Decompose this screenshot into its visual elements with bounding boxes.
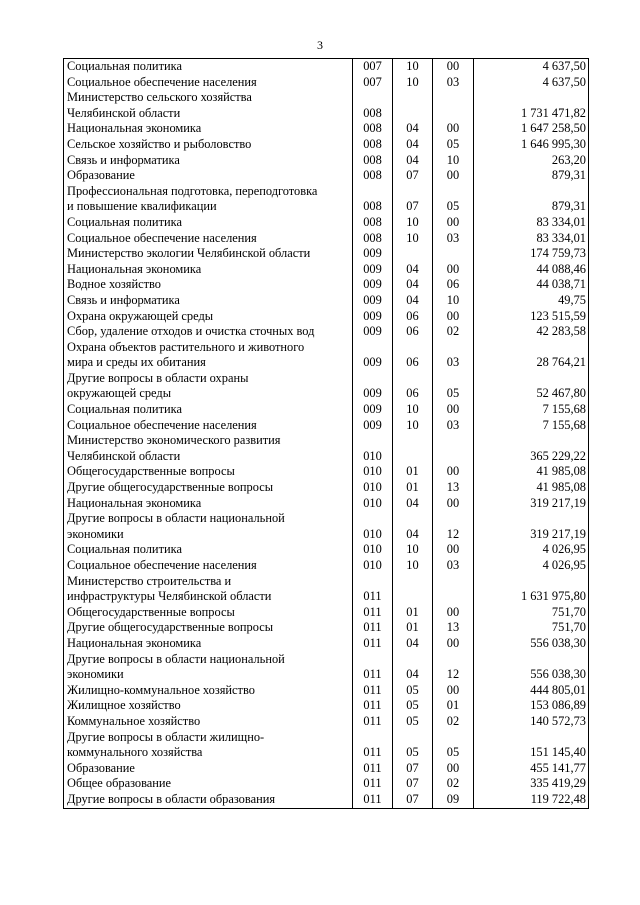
item-name-line: Другие вопросы в области национальной	[67, 651, 285, 666]
item-name-cell	[64, 683, 353, 699]
item-name-line: Образование	[67, 760, 135, 775]
ministry-code-cell: 011	[353, 636, 393, 652]
item-name-cell	[64, 168, 353, 184]
table-row	[64, 59, 589, 75]
amount-cell: 455 141,77	[474, 761, 589, 777]
section-code-cell: 06	[393, 340, 433, 371]
subsection-code-cell: 10	[433, 153, 474, 169]
section-code-cell: 10	[393, 59, 433, 75]
table-body	[64, 59, 589, 809]
subsection-code-cell: 02	[433, 714, 474, 730]
item-name-line: Жилищно-коммунальное хозяйство	[67, 682, 255, 697]
table-row	[64, 75, 589, 91]
ministry-code-cell: 011	[353, 605, 393, 621]
amount-cell: 28 764,21	[474, 340, 589, 371]
subsection-code-cell: 13	[433, 480, 474, 496]
ministry-code-cell: 010	[353, 433, 393, 464]
item-name-line: Министерство сельского хозяйства	[67, 90, 252, 105]
amount-cell: 556 038,30	[474, 636, 589, 652]
ministry-code-cell: 011	[353, 574, 393, 605]
item-name-line: Челябинской области	[67, 105, 181, 120]
section-code-cell: 04	[393, 137, 433, 153]
subsection-code-cell	[433, 433, 474, 464]
section-code-cell: 05	[393, 683, 433, 699]
section-code-cell: 05	[393, 714, 433, 730]
item-name-cell	[64, 262, 353, 278]
table-row	[64, 121, 589, 137]
item-name-cell	[64, 277, 353, 293]
ministry-code-cell: 011	[353, 652, 393, 683]
amount-cell: 1 631 975,80	[474, 574, 589, 605]
item-name-line: Социальное обеспечение населения	[67, 74, 257, 89]
ministry-code-cell: 009	[353, 324, 393, 340]
section-code-cell	[393, 246, 433, 262]
table-row	[64, 511, 589, 542]
table-row	[64, 371, 589, 402]
table-row	[64, 714, 589, 730]
ministry-code-cell: 009	[353, 418, 393, 434]
table-row	[64, 652, 589, 683]
subsection-code-cell: 12	[433, 511, 474, 542]
amount-cell: 123 515,59	[474, 309, 589, 325]
table-row	[64, 683, 589, 699]
section-code-cell: 04	[393, 277, 433, 293]
section-code-cell: 06	[393, 309, 433, 325]
amount-cell: 444 805,01	[474, 683, 589, 699]
ministry-code-cell: 007	[353, 59, 393, 75]
amount-cell: 879,31	[474, 168, 589, 184]
table-row	[64, 620, 589, 636]
subsection-code-cell: 03	[433, 340, 474, 371]
ministry-code-cell: 011	[353, 776, 393, 792]
table-row	[64, 792, 589, 808]
item-name-line: Сбор, удаление отходов и очистка сточных вод	[67, 324, 315, 339]
item-name-line: Социальное обеспечение населения	[67, 230, 257, 245]
item-name-line: Общее образование	[67, 776, 172, 791]
subsection-code-cell: 00	[433, 309, 474, 325]
subsection-code-cell: 05	[433, 371, 474, 402]
budget-table	[63, 58, 589, 809]
amount-cell: 42 283,58	[474, 324, 589, 340]
item-name-line: Другие общегосударственные вопросы	[67, 480, 274, 495]
item-name-line: Социальная политика	[67, 59, 182, 73]
table-row	[64, 636, 589, 652]
ministry-code-cell: 010	[353, 558, 393, 574]
item-name-line: Профессиональная подготовка, переподготовка	[67, 183, 318, 198]
subsection-code-cell: 00	[433, 542, 474, 558]
ministry-code-cell: 010	[353, 464, 393, 480]
subsection-code-cell: 03	[433, 231, 474, 247]
subsection-code-cell: 05	[433, 184, 474, 215]
table-row	[64, 433, 589, 464]
table-row	[64, 730, 589, 761]
item-name-line: Национальная экономика	[67, 261, 202, 276]
item-name-cell	[64, 75, 353, 91]
table-row	[64, 776, 589, 792]
section-code-cell: 04	[393, 121, 433, 137]
item-name-line: Связь и информатика	[67, 152, 180, 167]
section-code-cell: 07	[393, 168, 433, 184]
table-row	[64, 698, 589, 714]
section-code-cell	[393, 574, 433, 605]
item-name-cell	[64, 511, 353, 542]
item-name-cell	[64, 340, 353, 371]
subsection-code-cell: 00	[433, 168, 474, 184]
subsection-code-cell: 03	[433, 75, 474, 91]
item-name-cell	[64, 605, 353, 621]
table-row	[64, 480, 589, 496]
item-name-line: Общегосударственные вопросы	[67, 604, 235, 619]
ministry-code-cell: 008	[353, 90, 393, 121]
ministry-code-cell: 011	[353, 683, 393, 699]
ministry-code-cell: 009	[353, 293, 393, 309]
item-name-cell	[64, 231, 353, 247]
item-name-cell	[64, 402, 353, 418]
item-name-line: экономики	[67, 667, 124, 682]
amount-cell: 44 038,71	[474, 277, 589, 293]
subsection-code-cell: 02	[433, 324, 474, 340]
amount-cell: 335 419,29	[474, 776, 589, 792]
item-name-line: Образование	[67, 168, 135, 183]
amount-cell: 151 145,40	[474, 730, 589, 761]
section-code-cell: 01	[393, 464, 433, 480]
subsection-code-cell: 10	[433, 293, 474, 309]
section-code-cell: 10	[393, 402, 433, 418]
item-name-line: Другие вопросы в области национальной	[67, 511, 285, 526]
item-name-line: Охрана объектов растительного и животного	[67, 339, 305, 354]
table-row	[64, 215, 589, 231]
item-name-line: Связь и информатика	[67, 292, 180, 307]
subsection-code-cell: 09	[433, 792, 474, 808]
item-name-line: Социальная политика	[67, 214, 182, 229]
amount-cell: 174 759,73	[474, 246, 589, 262]
section-code-cell	[393, 90, 433, 121]
amount-cell: 319 217,19	[474, 496, 589, 512]
amount-cell: 365 229,22	[474, 433, 589, 464]
section-code-cell: 10	[393, 231, 433, 247]
section-code-cell: 10	[393, 418, 433, 434]
section-code-cell: 04	[393, 636, 433, 652]
subsection-code-cell: 02	[433, 776, 474, 792]
ministry-code-cell: 011	[353, 714, 393, 730]
table-row	[64, 309, 589, 325]
item-name-line: Сельское хозяйство и рыболовство	[67, 136, 252, 151]
item-name-cell	[64, 558, 353, 574]
ministry-code-cell: 009	[353, 402, 393, 418]
subsection-code-cell: 05	[433, 730, 474, 761]
amount-cell: 4 637,50	[474, 59, 589, 75]
item-name-line: Национальная экономика	[67, 635, 202, 650]
subsection-code-cell: 00	[433, 121, 474, 137]
subsection-code-cell: 13	[433, 620, 474, 636]
subsection-code-cell	[433, 90, 474, 121]
table-row	[64, 464, 589, 480]
subsection-code-cell: 00	[433, 262, 474, 278]
ministry-code-cell: 009	[353, 246, 393, 262]
section-code-cell: 10	[393, 75, 433, 91]
section-code-cell: 05	[393, 698, 433, 714]
table-row	[64, 231, 589, 247]
subsection-code-cell: 00	[433, 761, 474, 777]
item-name-cell	[64, 542, 353, 558]
section-code-cell: 07	[393, 776, 433, 792]
item-name-line: Охрана окружающей среды	[67, 308, 214, 323]
item-name-line: Министерство строительства и	[67, 573, 232, 588]
ministry-code-cell: 008	[353, 121, 393, 137]
ministry-code-cell: 008	[353, 215, 393, 231]
item-name-line: Общегосударственные вопросы	[67, 464, 235, 479]
subsection-code-cell: 00	[433, 464, 474, 480]
section-code-cell: 01	[393, 605, 433, 621]
item-name-line: Челябинской области	[67, 448, 181, 463]
subsection-code-cell	[433, 574, 474, 605]
section-code-cell: 01	[393, 480, 433, 496]
item-name-cell	[64, 620, 353, 636]
amount-cell: 153 086,89	[474, 698, 589, 714]
ministry-code-cell: 011	[353, 761, 393, 777]
section-code-cell: 04	[393, 293, 433, 309]
subsection-code-cell: 05	[433, 137, 474, 153]
amount-cell: 44 088,46	[474, 262, 589, 278]
subsection-code-cell: 03	[433, 558, 474, 574]
item-name-line: Национальная экономика	[67, 495, 202, 510]
ministry-code-cell: 011	[353, 730, 393, 761]
table-row	[64, 246, 589, 262]
item-name-cell	[64, 792, 353, 808]
page-number: 3	[317, 38, 323, 52]
subsection-code-cell: 00	[433, 215, 474, 231]
subsection-code-cell	[433, 246, 474, 262]
item-name-line: инфраструктуры Челябинской области	[67, 589, 272, 604]
amount-cell: 119 722,48	[474, 792, 589, 808]
ministry-code-cell: 009	[353, 309, 393, 325]
item-name-line: Жилищное хозяйство	[67, 698, 181, 713]
amount-cell: 49,75	[474, 293, 589, 309]
item-name-cell	[64, 293, 353, 309]
item-name-cell	[64, 90, 353, 121]
table-row	[64, 153, 589, 169]
item-name-cell	[64, 246, 353, 262]
item-name-line: Министерство экономического развития	[67, 433, 281, 448]
section-code-cell: 06	[393, 324, 433, 340]
item-name-line: Социальное обеспечение населения	[67, 417, 257, 432]
item-name-cell	[64, 698, 353, 714]
amount-cell: 1 731 471,82	[474, 90, 589, 121]
ministry-code-cell: 010	[353, 480, 393, 496]
subsection-code-cell: 00	[433, 683, 474, 699]
ministry-code-cell: 008	[353, 137, 393, 153]
table-row	[64, 402, 589, 418]
item-name-cell	[64, 153, 353, 169]
ministry-code-cell: 007	[353, 75, 393, 91]
item-name-cell	[64, 121, 353, 137]
item-name-line: и повышение квалификации	[67, 199, 217, 214]
amount-cell: 7 155,68	[474, 402, 589, 418]
ministry-code-cell: 009	[353, 340, 393, 371]
item-name-line: Другие вопросы в области образования	[67, 791, 276, 806]
item-name-cell	[64, 714, 353, 730]
item-name-cell	[64, 464, 353, 480]
item-name-line: Другие общегосударственные вопросы	[67, 620, 274, 635]
item-name-cell	[64, 761, 353, 777]
ministry-code-cell: 010	[353, 496, 393, 512]
table-row	[64, 277, 589, 293]
table-row	[64, 90, 589, 121]
ministry-code-cell: 011	[353, 698, 393, 714]
amount-cell: 556 038,30	[474, 652, 589, 683]
item-name-cell	[64, 636, 353, 652]
amount-cell: 7 155,68	[474, 418, 589, 434]
item-name-line: Коммунальное хозяйство	[67, 713, 201, 728]
item-name-line: окружающей среды	[67, 386, 172, 401]
table-row	[64, 293, 589, 309]
item-name-cell	[64, 730, 353, 761]
section-code-cell: 01	[393, 620, 433, 636]
subsection-code-cell: 00	[433, 402, 474, 418]
section-code-cell: 10	[393, 215, 433, 231]
ministry-code-cell: 009	[353, 277, 393, 293]
item-name-cell	[64, 776, 353, 792]
ministry-code-cell: 011	[353, 620, 393, 636]
ministry-code-cell: 010	[353, 511, 393, 542]
table-row	[64, 184, 589, 215]
subsection-code-cell: 00	[433, 496, 474, 512]
section-code-cell: 10	[393, 542, 433, 558]
item-name-cell	[64, 418, 353, 434]
section-code-cell: 07	[393, 184, 433, 215]
table-row	[64, 168, 589, 184]
item-name-cell	[64, 324, 353, 340]
amount-cell: 4 637,50	[474, 75, 589, 91]
amount-cell: 41 985,08	[474, 464, 589, 480]
amount-cell: 4 026,95	[474, 542, 589, 558]
item-name-line: экономики	[67, 526, 124, 541]
table-row	[64, 340, 589, 371]
amount-cell: 41 985,08	[474, 480, 589, 496]
subsection-code-cell: 00	[433, 636, 474, 652]
item-name-cell	[64, 59, 353, 75]
section-code-cell: 04	[393, 262, 433, 278]
amount-cell: 879,31	[474, 184, 589, 215]
table-row	[64, 605, 589, 621]
table-row	[64, 761, 589, 777]
amount-cell: 140 572,73	[474, 714, 589, 730]
ministry-code-cell: 008	[353, 184, 393, 215]
table-row	[64, 542, 589, 558]
section-code-cell: 04	[393, 511, 433, 542]
subsection-code-cell: 06	[433, 277, 474, 293]
item-name-cell	[64, 137, 353, 153]
amount-cell: 751,70	[474, 605, 589, 621]
amount-cell: 263,20	[474, 153, 589, 169]
section-code-cell: 04	[393, 496, 433, 512]
item-name-cell	[64, 480, 353, 496]
item-name-cell	[64, 574, 353, 605]
item-name-line: Социальная политика	[67, 542, 182, 557]
amount-cell: 319 217,19	[474, 511, 589, 542]
amount-cell: 83 334,01	[474, 215, 589, 231]
subsection-code-cell: 01	[433, 698, 474, 714]
subsection-code-cell: 12	[433, 652, 474, 683]
item-name-cell	[64, 433, 353, 464]
item-name-line: Другие вопросы в области охраны	[67, 370, 249, 385]
item-name-line: Другие вопросы в области жилищно-	[67, 729, 265, 744]
item-name-line: мира и среды их обитания	[67, 355, 206, 370]
subsection-code-cell: 00	[433, 605, 474, 621]
table-row	[64, 137, 589, 153]
table-row	[64, 496, 589, 512]
item-name-line: коммунального хозяйства	[67, 745, 203, 760]
ministry-code-cell: 008	[353, 153, 393, 169]
item-name-cell	[64, 184, 353, 215]
item-name-line: Социальная политика	[67, 402, 182, 417]
table-row	[64, 558, 589, 574]
item-name-cell	[64, 496, 353, 512]
section-code-cell: 06	[393, 371, 433, 402]
table-row	[64, 418, 589, 434]
amount-cell: 4 026,95	[474, 558, 589, 574]
ministry-code-cell: 008	[353, 168, 393, 184]
section-code-cell: 04	[393, 153, 433, 169]
item-name-line: Министерство экологии Челябинской области	[67, 246, 311, 261]
item-name-cell	[64, 652, 353, 683]
item-name-line: Водное хозяйство	[67, 277, 162, 292]
amount-cell: 751,70	[474, 620, 589, 636]
section-code-cell: 07	[393, 761, 433, 777]
section-code-cell: 04	[393, 652, 433, 683]
amount-cell: 1 647 258,50	[474, 121, 589, 137]
item-name-line: Национальная экономика	[67, 121, 202, 136]
item-name-line: Социальное обеспечение населения	[67, 558, 257, 572]
section-code-cell: 07	[393, 792, 433, 808]
item-name-cell	[64, 371, 353, 402]
ministry-code-cell: 009	[353, 371, 393, 402]
amount-cell: 83 334,01	[474, 231, 589, 247]
section-code-cell	[393, 433, 433, 464]
table-row	[64, 262, 589, 278]
subsection-code-cell: 00	[433, 59, 474, 75]
section-code-cell: 10	[393, 558, 433, 574]
table-row	[64, 574, 589, 605]
table-row	[64, 324, 589, 340]
ministry-code-cell: 011	[353, 792, 393, 808]
item-name-cell	[64, 309, 353, 325]
ministry-code-cell: 010	[353, 542, 393, 558]
ministry-code-cell: 008	[353, 231, 393, 247]
subsection-code-cell: 03	[433, 418, 474, 434]
amount-cell: 52 467,80	[474, 371, 589, 402]
item-name-cell	[64, 215, 353, 231]
section-code-cell: 05	[393, 730, 433, 761]
amount-cell: 1 646 995,30	[474, 137, 589, 153]
ministry-code-cell: 009	[353, 262, 393, 278]
